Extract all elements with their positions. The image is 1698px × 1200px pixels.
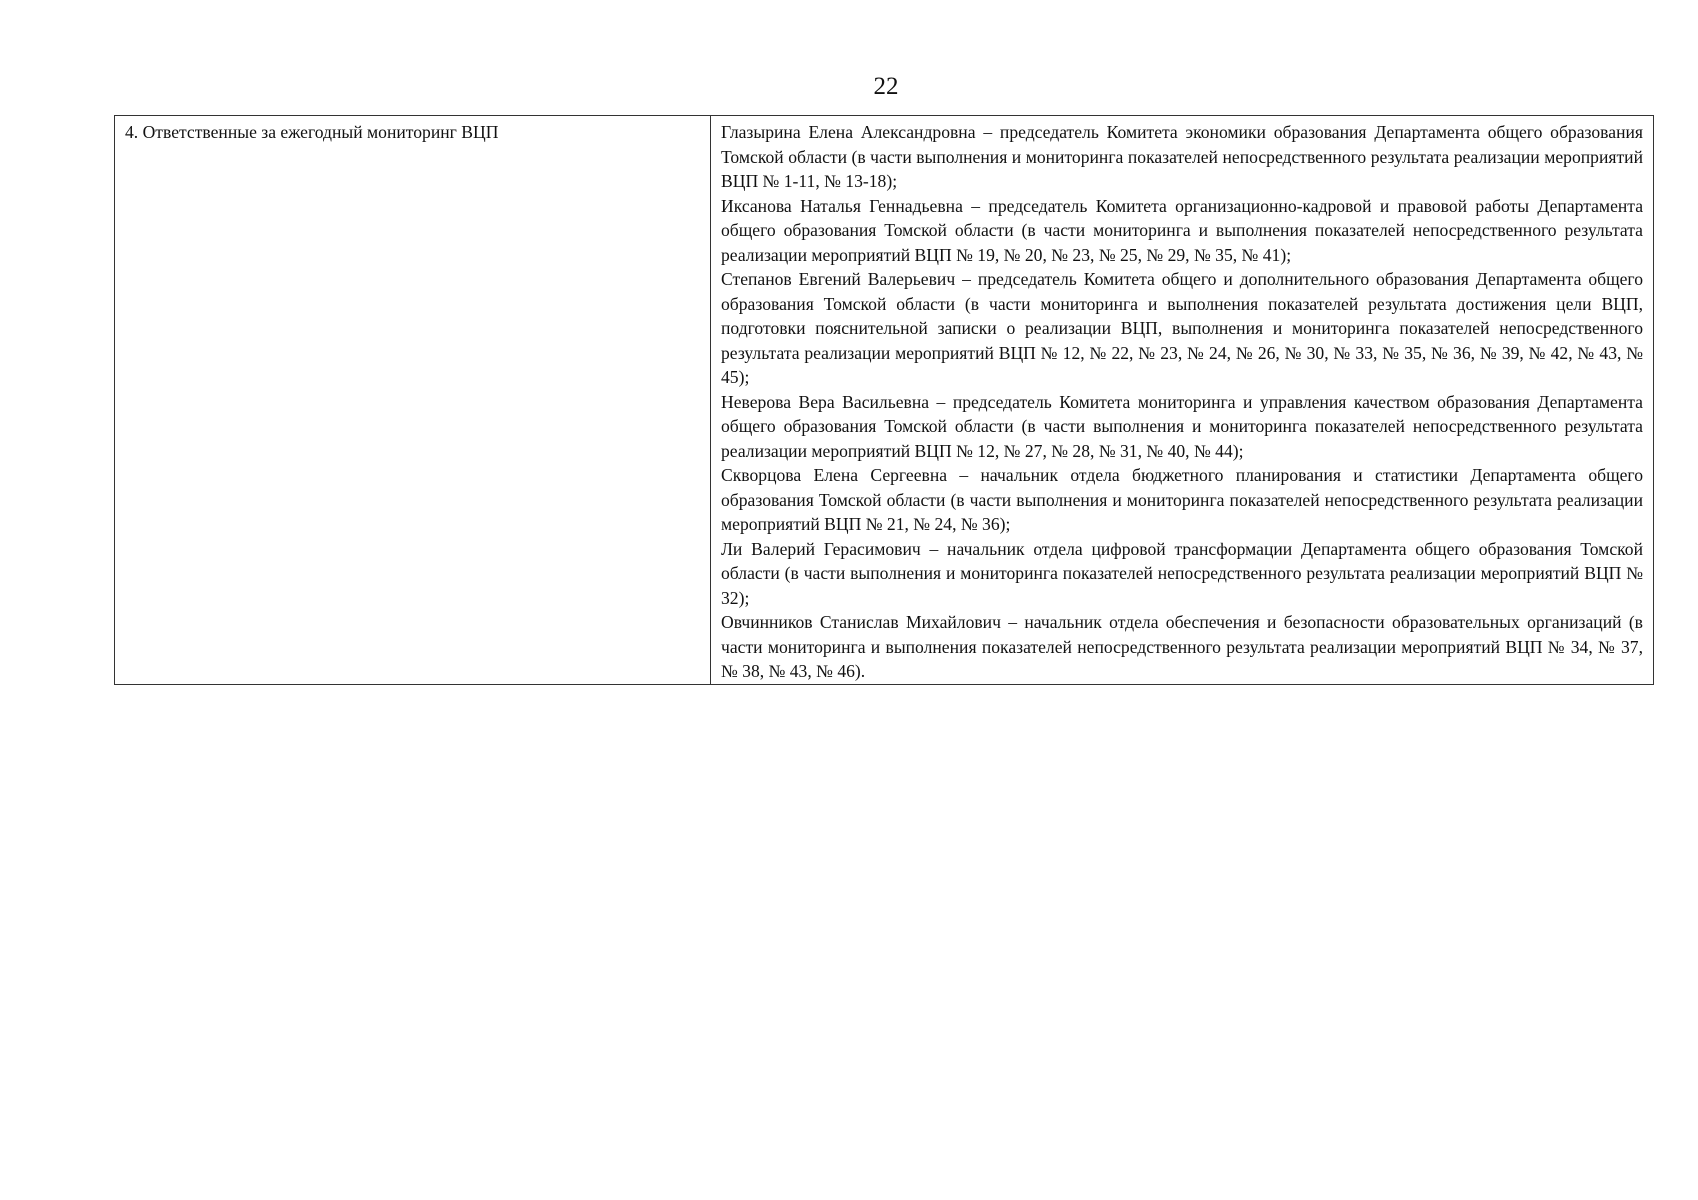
row-label-cell (115, 116, 711, 685)
responsible-entry: Степанов Евгений Валерьевич – председатель Комитета общего и дополнительного образования Департамента общего образования Томской области (в части мониторинга и выполнения показателей результата достижения цели ВЦП, подготовки пояснительной записки о реализации ВЦП, выполнения и мониторинга показателей непосредственного результата реализации мероприятий ВЦП № 12, № 22, № 23, № 24, № 26, № 30, № 33, № 35, № 36, № 39, № 42, № 43, № 45); (721, 269, 1643, 387)
responsible-entry: Иксанова Наталья Геннадьевна – председатель Комитета организационно-кадровой и правовой работы Департамента общего образования Томской области (в части мониторинга и выполнения показателей непосредственного результата реализации мероприятий ВЦП № 19, № 20, № 23, № 25, № 29, № 35, № 41); (721, 195, 1643, 265)
responsible-entry: Глазырина Елена Александровна – председатель Комитета экономики образования Департамента общего образования Томской области (в части выполнения и мониторинга показателей непосредственного результата реализации мероприятий ВЦП № 1-11, № 13-18); (721, 122, 1643, 191)
responsible-entry: Скворцова Елена Сергеевна – начальник отдела бюджетного планирования и статистики Департамента общего образования Томской области (в части выполнения и мониторинга показателей непосредственного результата реализации мероприятий ВЦП № 21, № 24, № 36); (721, 465, 1643, 534)
responsibles-cell (711, 116, 1654, 685)
page-number: 22 (873, 73, 899, 100)
row-label: 4. Ответственные за ежегодный мониторинг ВЦП (125, 122, 499, 142)
table-row (115, 116, 1654, 685)
responsibles-table (114, 115, 1654, 685)
responsible-entry: Ли Валерий Герасимович – начальник отдела цифровой трансформации Департамента общего образования Томской области (в части выполнения и мониторинга показателей непосредственного результата реализации мероприятий ВЦП № 32); (721, 538, 1643, 608)
responsible-entry: Неверова Вера Васильевна – председатель Комитета мониторинга и управления качеством образования Департамента общего образования Томской области (в части выполнения и мониторинга показателей непосредственного результата реализации мероприятий ВЦП № 12, № 27, № 28, № 31, № 40, № 44); (721, 391, 1643, 461)
responsible-entry: Овчинников Станислав Михайлович – начальник отдела обеспечения и безопасности образовательных организаций (в части мониторинга и выполнения показателей непосредственного результата реализации мероприятий ВЦП № 34, № 37, № 38, № 43, № 46). (721, 612, 1643, 681)
